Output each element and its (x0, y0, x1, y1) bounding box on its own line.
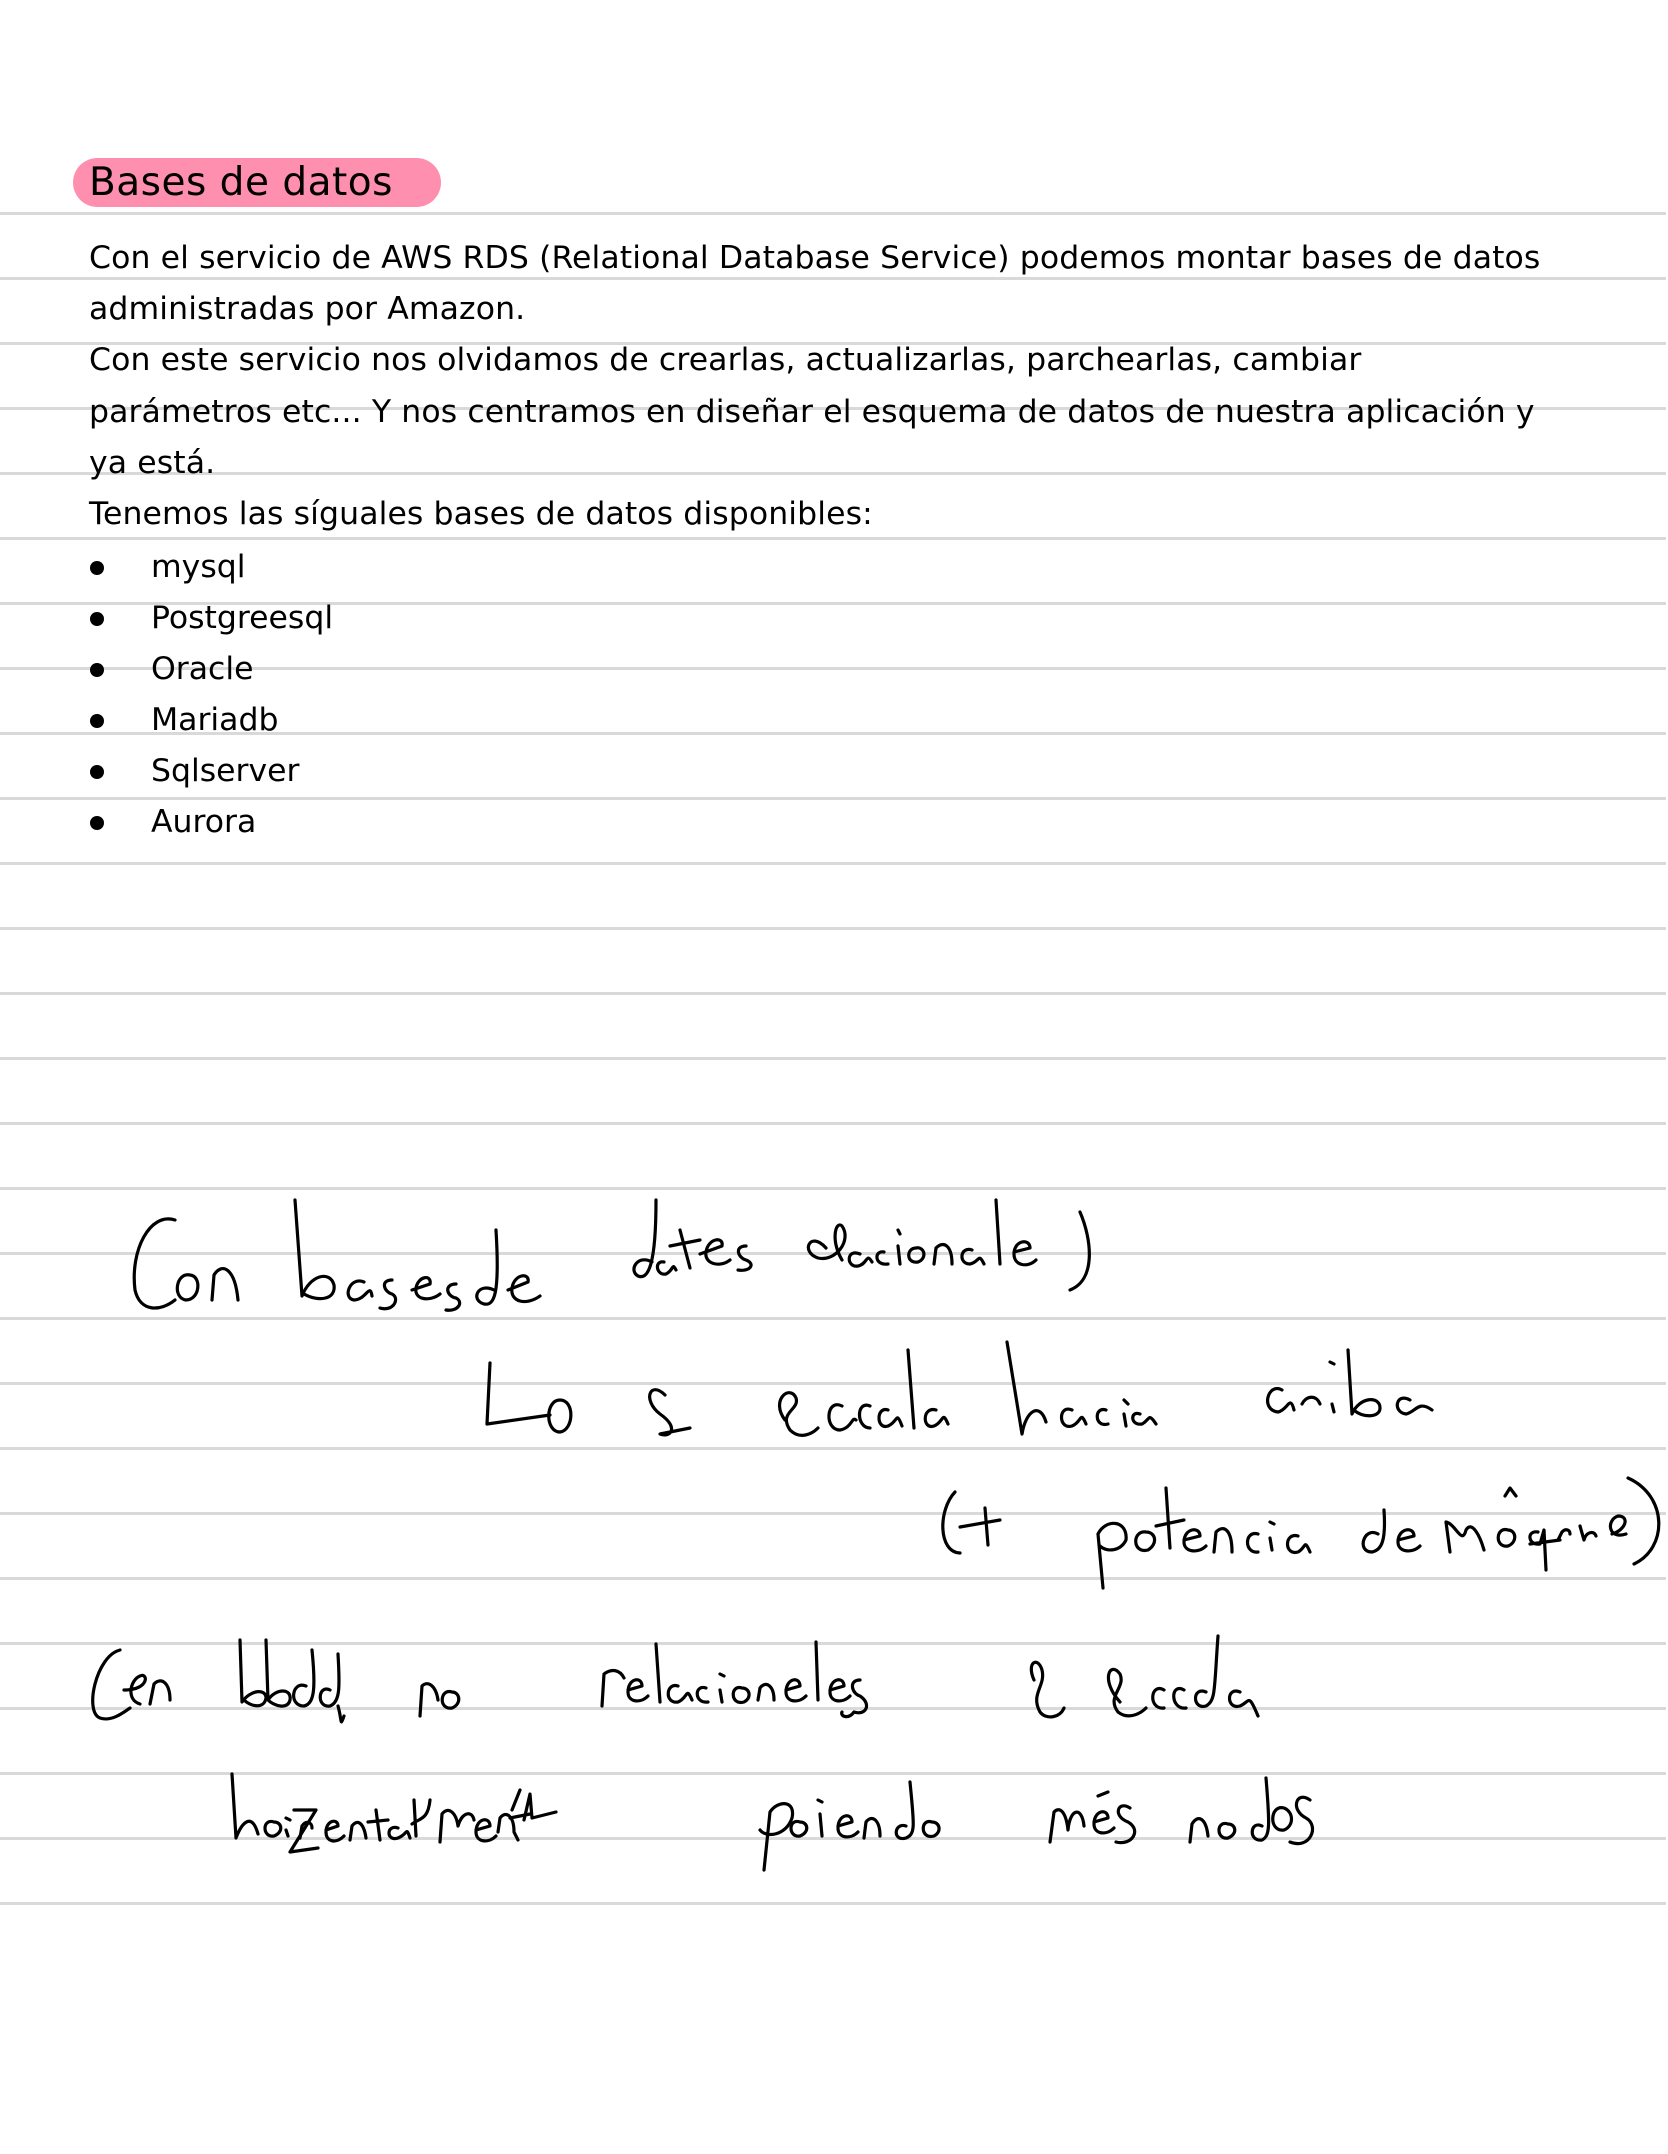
paragraph-line: parámetros etc... Y nos centramos en diseñar el esquema de datos de nuestra aplicación y (89, 394, 1535, 430)
ink-line-2 (487, 1342, 1432, 1435)
paragraph-line: Tenemos las síguales bases de datos disponibles: (89, 496, 873, 532)
ink-line-3 (943, 1478, 1659, 1588)
paragraph-line: Con este servicio nos olvidamos de crearlas, actualizarlas, parchearlas, cambiar (89, 342, 1362, 378)
list-item-label: Oracle (151, 651, 254, 687)
ink-line-5 (232, 1774, 1313, 1870)
paragraph-line: administradas por Amazon. (89, 291, 526, 327)
list-item-label: Postgreesql (151, 600, 334, 636)
paragraph-line: Con el servicio de AWS RDS (Relational Database Service) podemos montar bases de datos (89, 240, 1541, 276)
list-item-label: Sqlserver (151, 753, 300, 789)
ink-line-1 (134, 1200, 1089, 1310)
list-item-label: mysql (151, 549, 246, 585)
page-title: Bases de datos (73, 158, 441, 207)
paragraph-line: ya está. (89, 445, 216, 481)
list-item-label: Mariadb (151, 702, 279, 738)
list-item-label: Aurora (151, 804, 257, 840)
ink-line-4 (93, 1636, 1258, 1722)
